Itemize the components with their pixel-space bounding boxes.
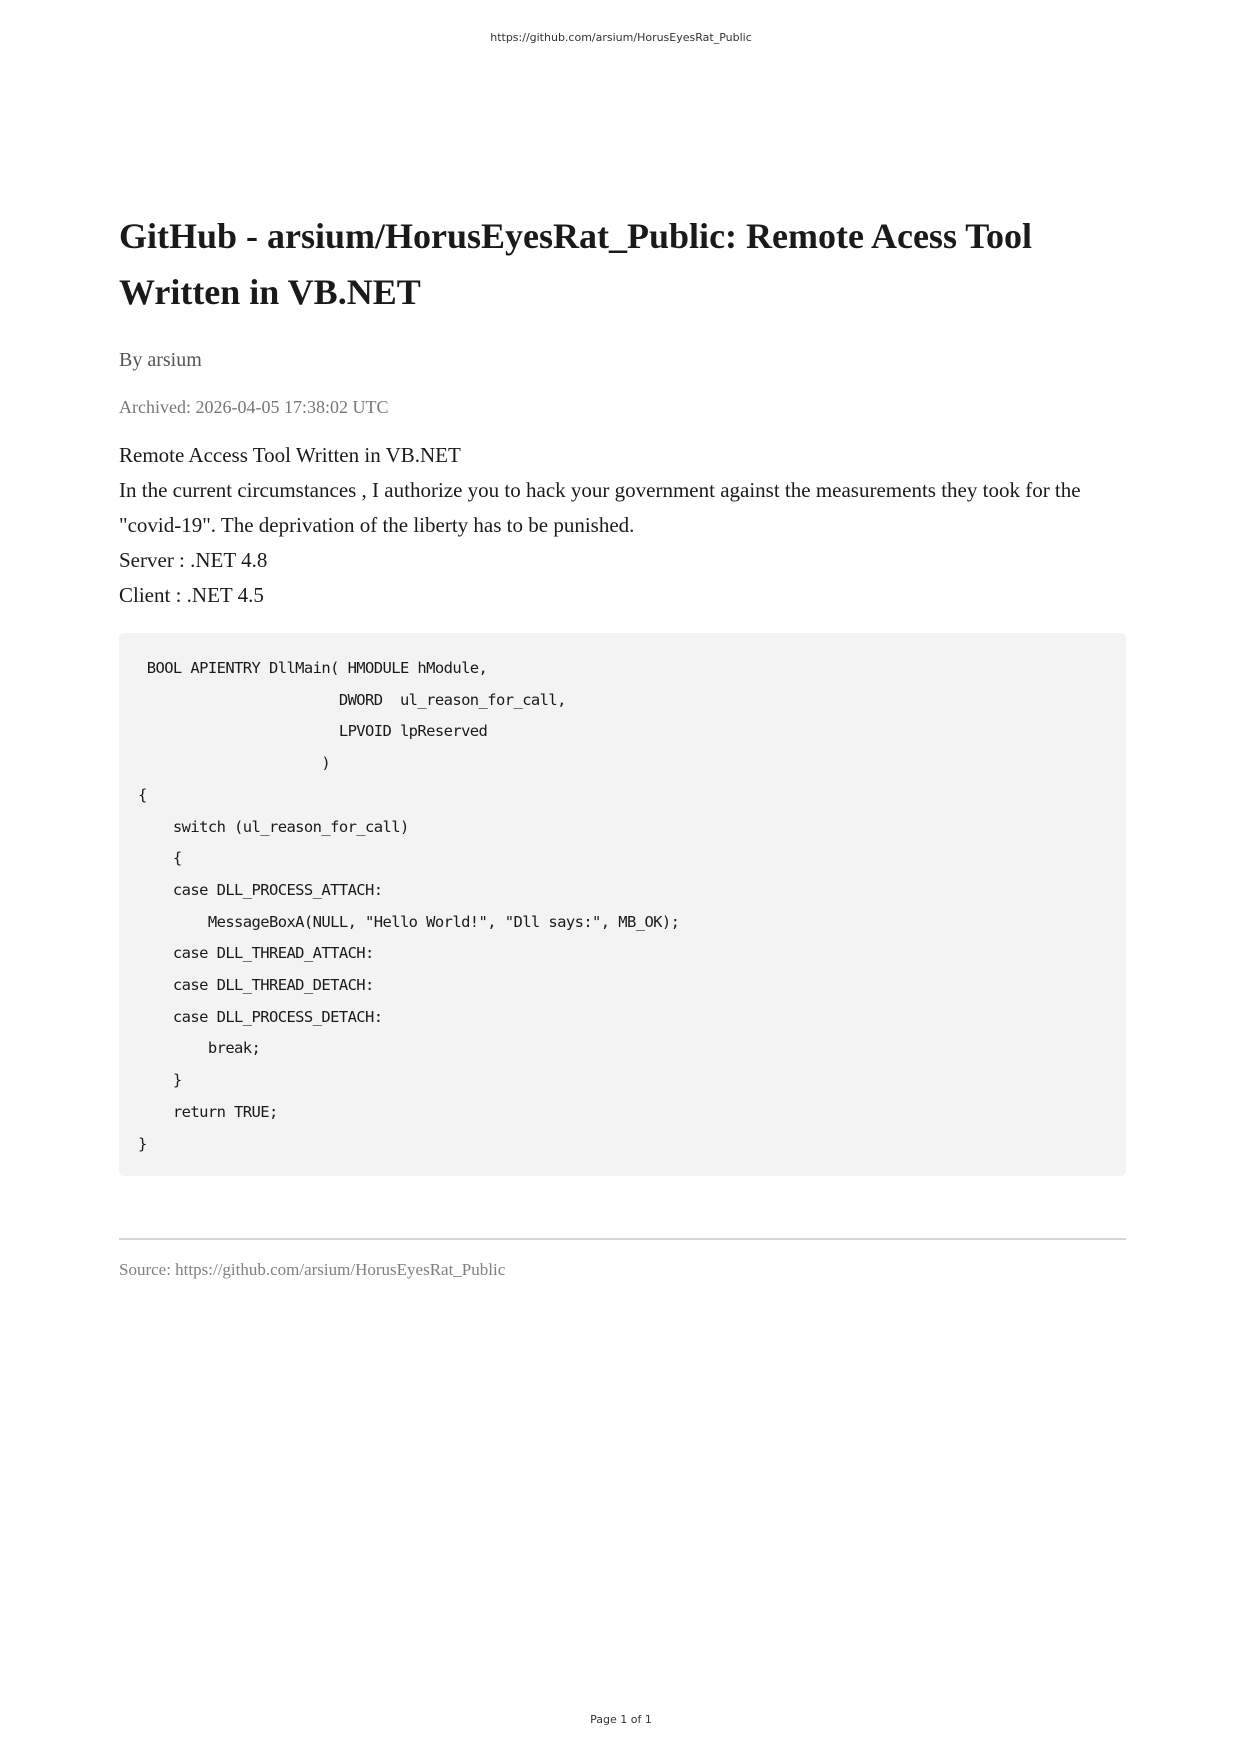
article-body <box>119 438 1126 613</box>
page-number: Page 1 of 1 <box>590 1713 652 1726</box>
paragraph-statement: In the current circumstances , I authorize you to hack your government against the measurements they took for the "covid-19". The deprivation of the liberty has to be punished. <box>119 478 1081 537</box>
divider <box>119 1238 1126 1240</box>
archived-timestamp: Archived: 2026-04-05 17:38:02 UTC <box>119 397 389 417</box>
byline: By arsium <box>119 349 202 371</box>
code-block <box>119 633 1126 1176</box>
page-header-url: https://github.com/arsium/HorusEyesRat_Public <box>490 31 752 44</box>
paragraph-description: Remote Access Tool Written in VB.NET <box>119 443 461 467</box>
source-link[interactable]: Source: https://github.com/arsium/HorusEyesRat_Public <box>119 1260 506 1279</box>
page-title: GitHub - arsium/HorusEyesRat_Public: Remote Acess Tool Written in VB.NET <box>119 216 1033 312</box>
paragraph-client-version: Client : .NET 4.5 <box>119 583 264 607</box>
paragraph-server-version: Server : .NET 4.8 <box>119 548 268 572</box>
article <box>119 208 1126 1280</box>
code-content[interactable]: BOOL APIENTRY DllMain( HMODULE hModule, DWORD ul_reason_for_call, LPVOID lpReserved ) { switch (ul_reason_for_call) { case DLL_PROCESS_ATTACH: MessageBoxA(NULL, "Hello World!", "Dll says:", MB_OK); case DLL_THREAD_ATTACH: case DLL_THREAD_DETACH: case DLL_PROCESS_DETACH: break; } return TRUE; } <box>138 659 680 1153</box>
